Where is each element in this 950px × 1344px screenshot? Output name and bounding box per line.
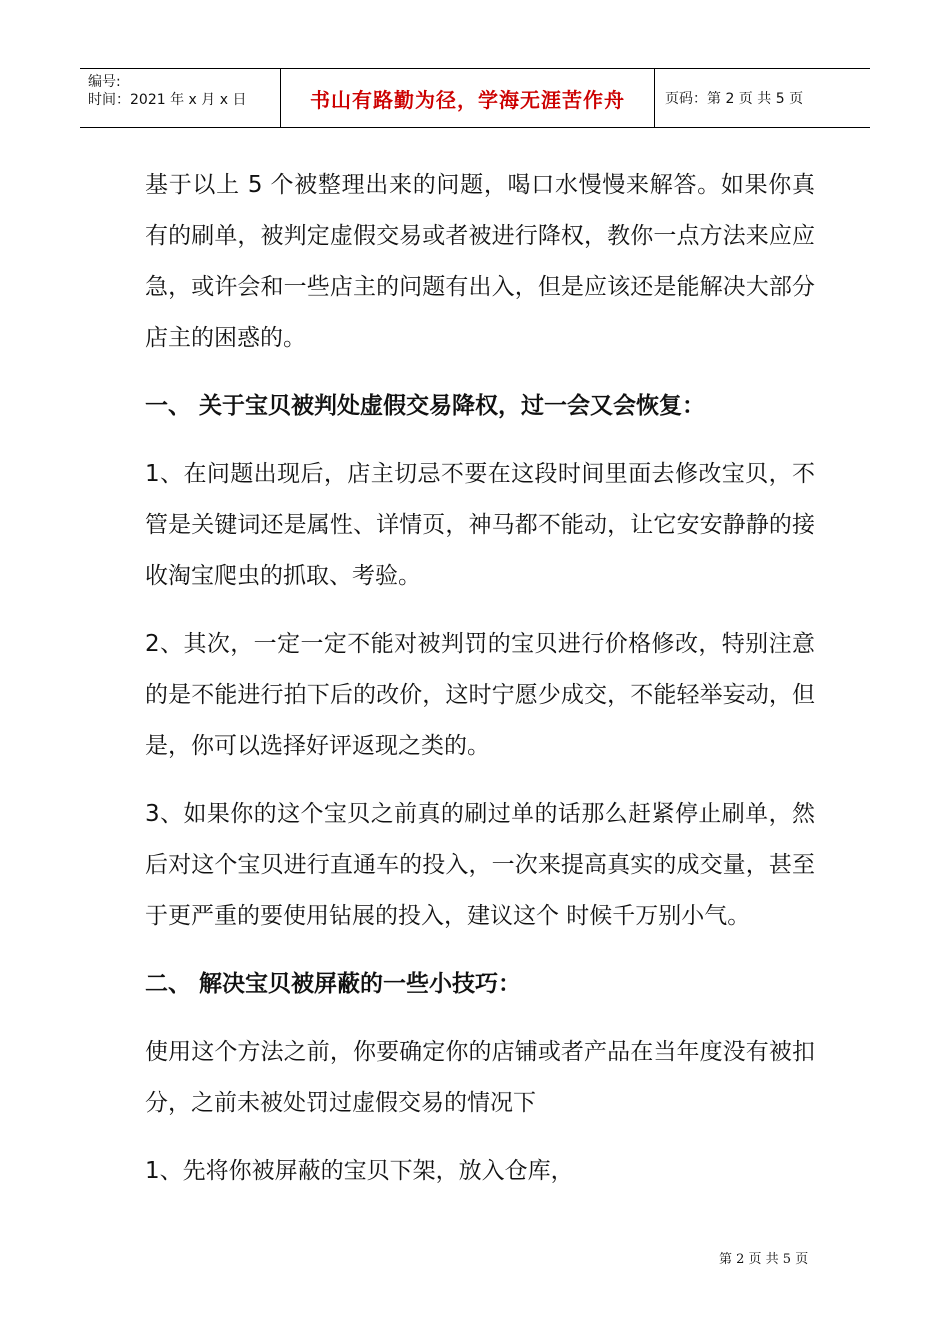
section-1-paragraph-3: 3、如果你的这个宝贝之前真的刷过单的话那么赶紧停止刷单，然后对这个宝贝进行直通车的投入，一次来提高真实的成交量，甚至于更严重的要使用钻展的投入，建议这个 时候千万别小气。 (145, 801, 815, 929)
document-body (145, 160, 815, 1214)
document-date: 时间：2021 年 x 月 x 日 (88, 92, 247, 108)
document-number-label: 编号: (88, 74, 121, 90)
section-2-heading: 二、 解决宝贝被屏蔽的一些小技巧： (145, 971, 522, 997)
section-2-paragraph-1: 使用这个方法之前，你要确定你的店铺或者产品在当年度没有被扣分，之前未被处罚过虚假交易的情况下 (145, 1039, 815, 1116)
header-motto: 书山有路勤为径，学海无涯苦作舟 (281, 69, 655, 127)
intro-paragraph: 基于以上 5 个被整理出来的问题，喝口水慢慢来解答。如果你真有的刷单，被判定虚假交易或者被进行降权，教你一点方法来应应急，或许会和一些店主的问题有出入，但是应该还是能解决大部分店主的困惑的。 (145, 172, 815, 351)
section-1-paragraph-1: 1、在问题出现后，店主切忌不要在这段时间里面去修改宝贝，不管是关键词还是属性、详情页，神马都不能动，让它安安静静的接收淘宝爬虫的抓取、考验。 (145, 461, 815, 589)
section-1-paragraph-2: 2、其次，一定一定不能对被判罚的宝贝进行价格修改，特别注意的是不能进行拍下后的改价，这时宁愿少成交，不能轻举妄动，但是，你可以选择好评返现之类的。 (145, 631, 815, 759)
page-header (80, 68, 870, 128)
header-page-info: 页码：第 2 页 共 5 页 (665, 91, 804, 107)
section-1-heading: 一、 关于宝贝被判处虚假交易降权，过一会又会恢复： (145, 393, 706, 419)
header-meta (80, 69, 281, 127)
section-2-paragraph-2: 1、先将你被屏蔽的宝贝下架，放入仓库， (145, 1158, 574, 1184)
page-footer: 第 2 页 共 5 页 (719, 1252, 809, 1267)
